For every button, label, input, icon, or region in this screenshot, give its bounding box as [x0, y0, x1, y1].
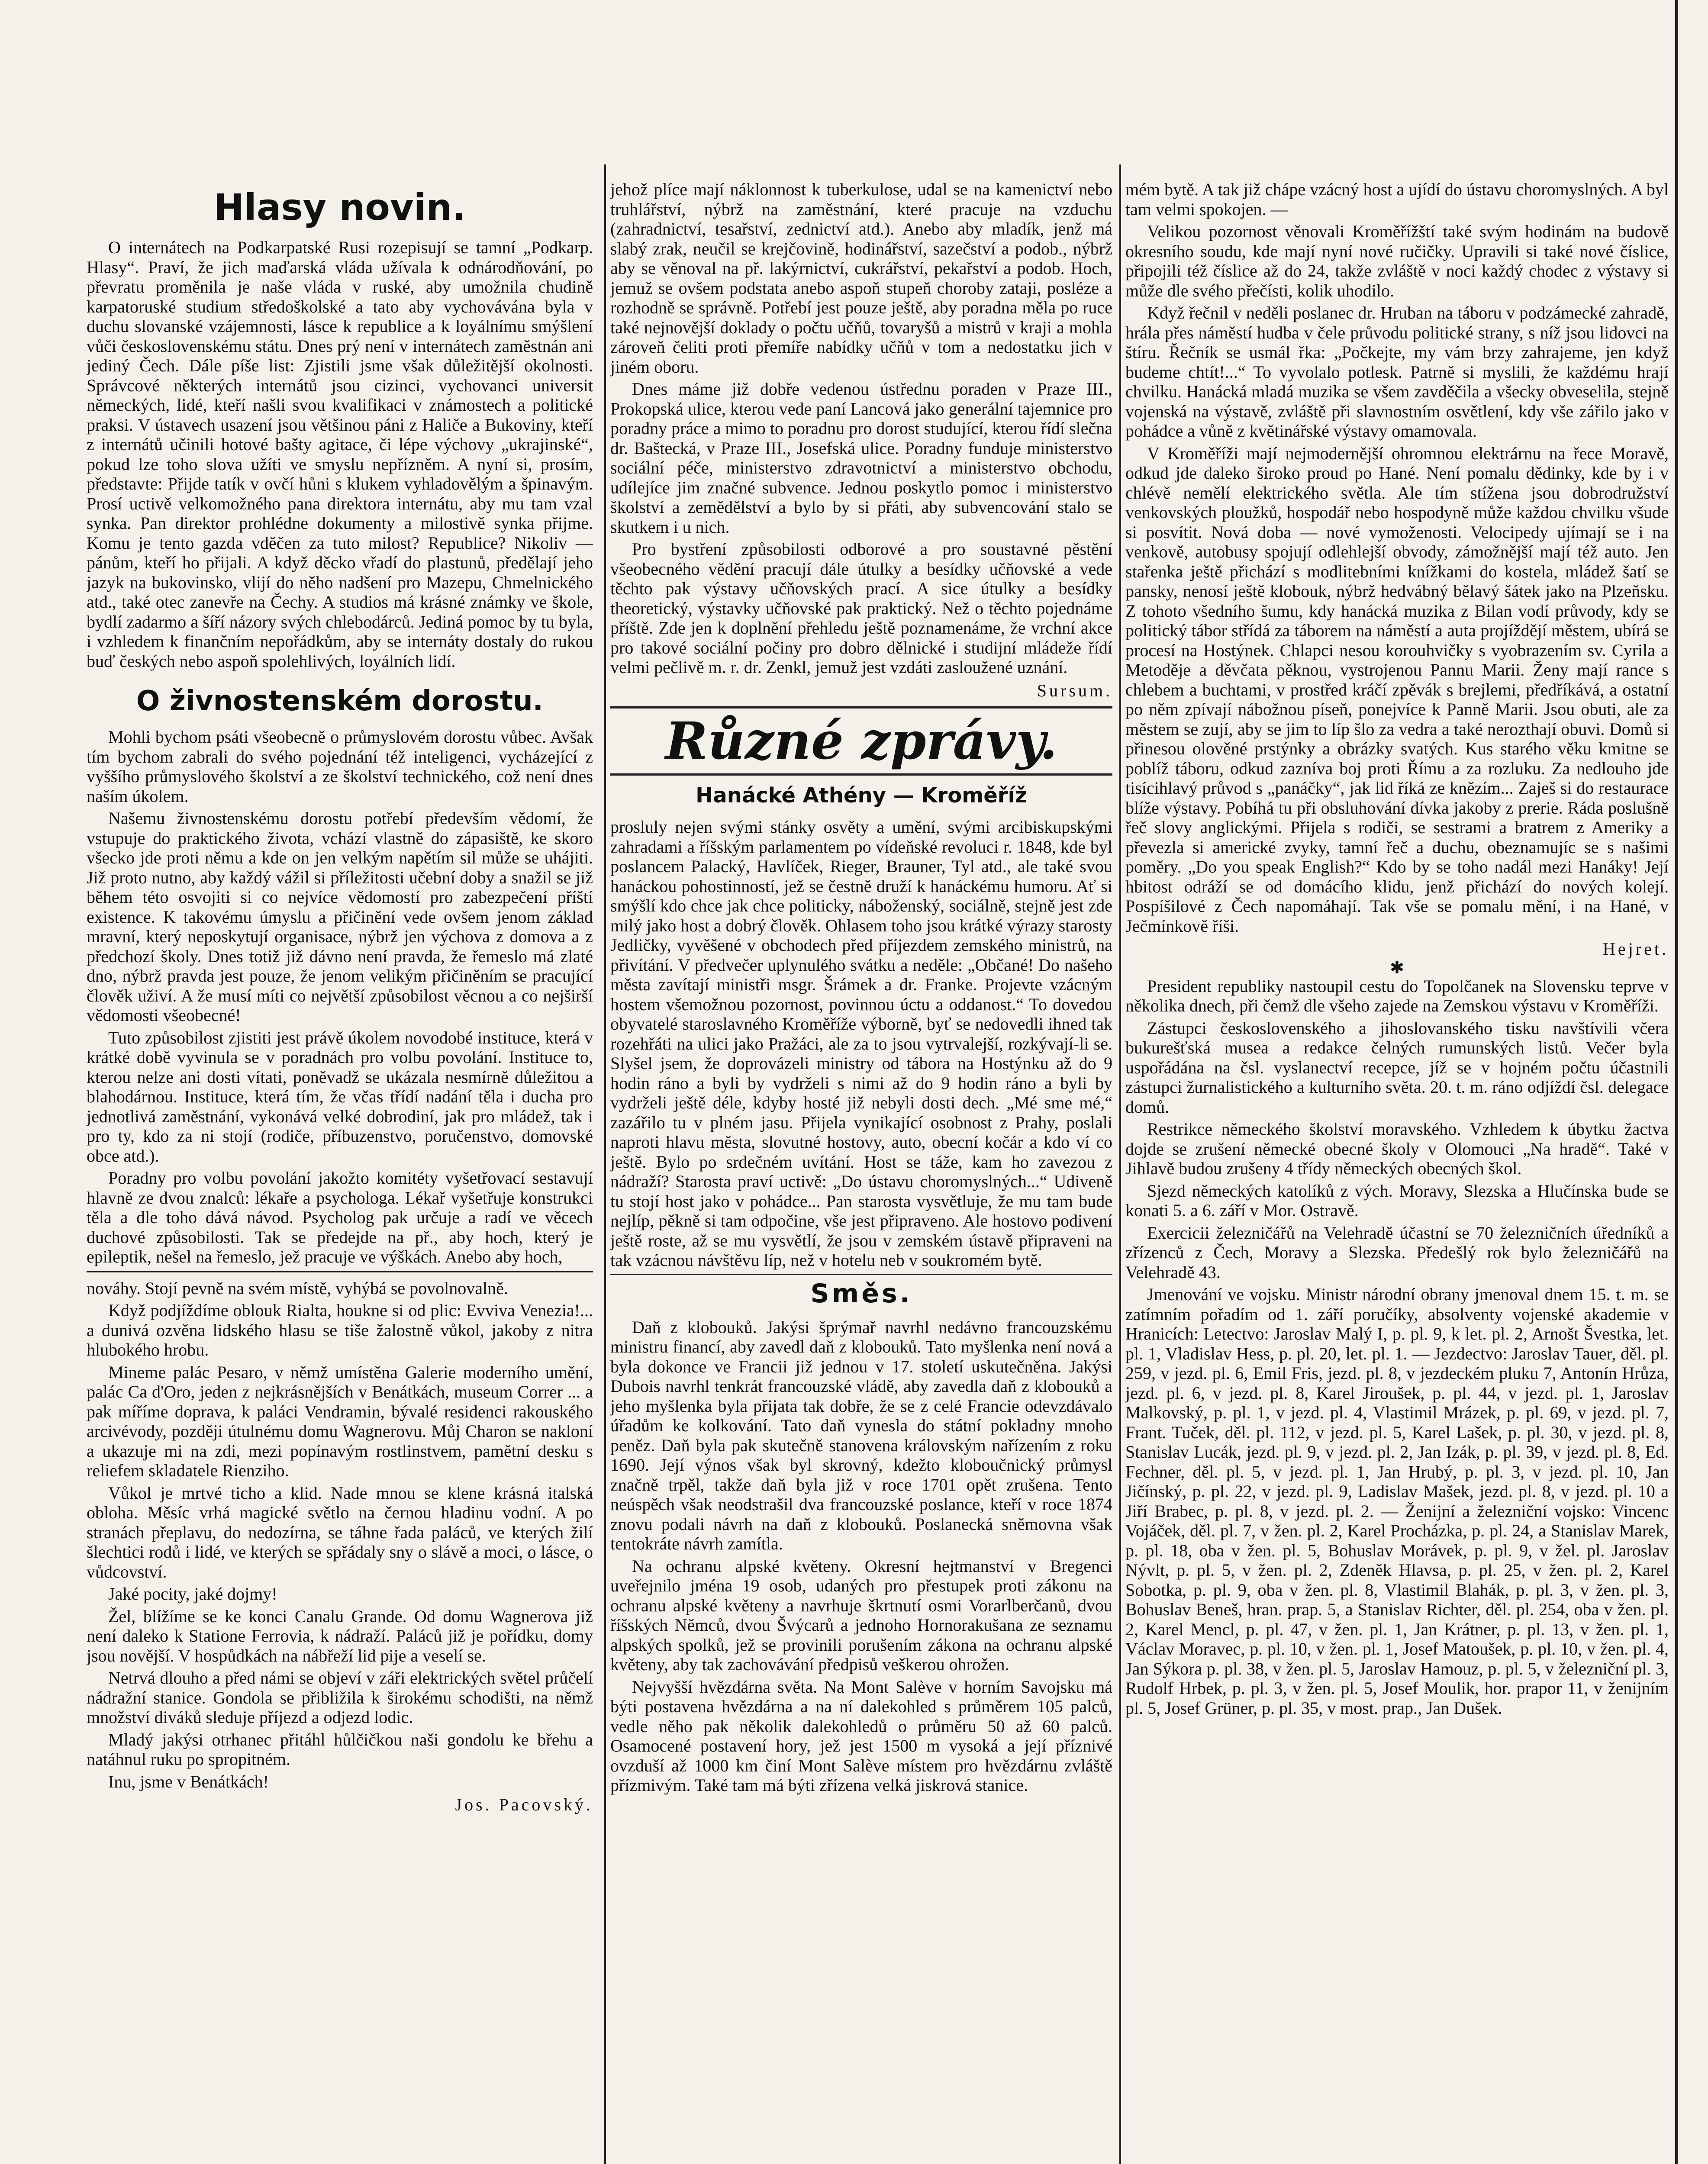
kromeriz-continued-1: mém bytě. A tak již chápe vzácný host a ujídí do ústavu choromyslných. A byl tam velmi spokojen. — [1125, 180, 1669, 219]
venice-paragraph-9: Inu, jsme v Benátkách! [108, 1771, 269, 1791]
smes-hvezdarna: Nejvyšší hvězdárna světa. Na Mont Salève v horním Savojsku má býti postavena hvězdárna a na ní dalekohled s průměrem 105 palců, vedle něho pak několik dalekohledů o průměru 50 až 60 palců. Osamocené postavení hory, jež jest 1500 m vysoká a její příznivé ovzduší až 1000 km činí Mont Salève místem pro hvězdárnu zvláště přízmivým. Také tam má býti zřízena velká jiskrová stanice. [610, 1677, 1112, 1795]
column-1 [87, 180, 593, 2164]
smes-top-rule [610, 1274, 1112, 1275]
hlasy-paragraph: O internátech na Podkarpatské Rusi rozepisují se tamní „Podkarp. Hlasy“. Praví, že jich maďarská vláda užívala k odnárodňování, po převratu proměnila je naše vláda v ruské, aby umožnila chudině karpatoruské studium středoškolské a tato aby vychovávána byla v duchu slovanské vzájemnosti, lásce k republice a k loyálnímu smýšlení vůči československému státu. Dnes prý není v internátech zaměstnán ani jediný Čech. Dále píše list: Zjistili jsme však důležitější okolnosti. Správcové některých internátů jsou cizinci, vychovanci universit německých, lidé, kteří našli svou kvalifikaci v známostech a politické praksi. V ústavech usazení jsou většinou páni z Haliče a Bukoviny, kteří z internátů učinili hotové bašty agitace, či lépe výchovy „ukrajinské“, pokud lze toho slova užíti ve smyslu nepřízněm. A nyní si, prosím, představte: Přijde tatík v ovčí hůni s klukem vyhladovělým a špinavým. Prosí uctivě velkomožného pana direktora internátu, aby mu tam vzal synka. Pan direktor prohlédne dokumenty a milostivě synka přijme. Komu je tento gazda vděčen za tuto milost? Republice? Nikoliv — pánům, kteří ho přijali. A když děcko vřadí do plastunů, předělají jeho jazyk na bukovinsko, vlijí do něho nadšení pro Mazepu, Chmelnického atd., také otec zanevře na Čechy. A studios má krásné známky ve škole, bydlí zadarmo a šíří názory svých chlebodárců. Jediná pomoc by tu byla, i vzhledem k finančním nepořádkům, aby se internáty dostaly do rukou buď českých nebo aspoň spolehlivých, loyálních lidí. [87, 238, 593, 671]
ruzne-top-rule [610, 706, 1112, 708]
venice-paragraph-2: Když podjíždíme oblouk Rialta, houkne si od plic: Evviva Venezia!... a dunivá ozvěna lidského hlasu se tiše žalostně vůkol, jakoby z nitra hlubokého hrobu. [87, 1301, 593, 1359]
venice-paragraph-1: nováhy. Stojí pevně na svém místě, vyhýbá se povolnovalně. [87, 1278, 508, 1298]
venice-paragraph-8: Mladý jakýsi otrhanec přitáhl hůlčičkou naši gondolu ke břehu a natáhnul ruku po spropitném. [87, 1729, 593, 1769]
ruzne-bottom-rule [610, 773, 1112, 776]
venice-paragraph-6: Žel, blížíme se ke konci Canalu Grande. Od domu Wagnerova již není daleko k Statione Ferrovia, k nádraží. Paláců již je pořídku, domy jsou novější. V hospůdkách na nábřeží lid pije a veselí se. [87, 1606, 593, 1665]
venice-paragraph-4: Vůkol je mrtvé ticho a klid. Nade mnou se klene krásná italská obloha. Měsíc vrhá magické světlo na černou hladinu vodní. A po stranách přeplavu, do nedozírna, se táhne řada paláců, ve kterých žilí šlechtici rodů i lidé, ve kterých se spřádaly sny o slávě a moci, o lásce, o vůdcovství. [87, 1483, 593, 1581]
dorost-title: O živnostenském dorostu. [136, 685, 543, 717]
ruzne-zpravy-header: Různé zprávy. [665, 711, 1057, 771]
dorost-paragraph-4: Poradny pro volbu povolání jakožto komitéty vyšetřovací sestavují hlavně ze dvou znalců: lékaře a psychologa. Lékař vyšetřuje konstrukci těla a dle toho dává návod. Psycholog pak určuje a radí ve věcech duchové způsobilosti. Tak se předejde na př., aby hoch, který je epileptik, nešel na řemeslo, jež pracuje ve výškách. Anebo aby hoch, [87, 1168, 593, 1266]
smes-klobouky: Daň z klobouků. Jakýsi šprýmař navrhl nedávno francouzskému ministru financí, aby zavedl daň z klobouků. Tato myšlenka není nová a byla dokonce ve Francii již jednou v 17. století uskutečněna. Jakýsi Dubois navrhl tenkrát francouzské vládě, aby zavedla daň z klobouků a jeho myšlenka byla přijata tak dobře, že se z celé Francie odevzdávalo úřadům ke kolkování. Tato daň vynesla do státní pokladny mnoho peněz. Daň byla pak skutečně stanovena královským nařízením z roku 1690. Její výnos však byl skrovný, kdežto kloboučnický průmysl značně trpěl, takže daň byla již v roce 1701 opět zrušena. Tento neúspěch však neodstrašil dva francouzské poslance, kteří v roce 1874 znovu podali návrh na daň z klobouků. Poslanecká sněmovna však tentokráte návrh zamítla. [610, 1317, 1112, 1553]
column-rule-2 [1119, 164, 1121, 2164]
dorost-continued-1: jehož plíce mají náklonnost k tuberkulose, udal se na kamenictví nebo truhlářství, nýbrž na zaměstnání, které pracuje na vzduchu (zahradnictví, tesařství, zednictví atd.). Anebo aby mladík, jenž má slabý zrak, neučil se krejčovině, hodinářství, sazečství a podob., nýbrž aby se věnoval na př. lakýrnictví, cukrářství, pekařství a podob. Hoch, jemuž se ovšem podstata anebo aspoň stupeň choroby zataji, posléze a rozhodně se správně. Potřebí jest pouze ještě, aby poradna měla po ruce také nejnovější doklady o počtu učňů, tovaryšů a mistrů v kraji a mohla zároveň čeliti proti přemíře nabídky učňů v tom a nedostatku jich v jiném oboru. [610, 180, 1112, 377]
smes-alpska-kvetena: Na ochranu alpské květeny. Okresní hejtmanství v Bregenci uveřejnilo jména 19 osob, udaných pro přestupek proti zákonu na ochranu alpské květeny a navrhuje škrtnutí osmi Vorarlberčanů, dvou říšských Němců, dvou Švýcarů a jednoho Hornorakušana ze seznamu alpských spolků, jež se provinili porušením zákona na ochranu alpské květeny, aby tak zachovávání předpisů veškerou ohrožen. [610, 1556, 1112, 1674]
venice-paragraph-3: Mineme palác Pesaro, v němž umístěna Galerie moderního umění, palác Ca d'Oro, jeden z nejkrásnějších v Benátkách, museum Correr ... a pak míříme doprava, k paláci Vendramin, bývalé residenci rakouského arcivévody, později útulnému domu Wagnerovu. Můj Charon se nakloní a ukazuje mi na zdi, mezi popínavým rostlinstvem, pamětní desku s reliefem skladatele Rienziho. [87, 1362, 593, 1480]
dorost-paragraph-1: Mohli bychom psáti všeobecně o průmyslovém dorostu vůbec. Avšak tím bychom zabrali do svého pojednání též inteligenci, vycházející z vyššího průmyslového školství a ze školství technického, což není dnes naším úkolem. [87, 727, 593, 806]
news-jmenovani-vojsko: Jmenování ve vojsku. Ministr národní obrany jmenoval dnem 15. t. m. se zatímním pořadím od 1. září poručíky, absolventy vojenské akademie v Hranicích: Letectvo: Jaroslav Malý I, p. pl. 9, k let. pl. 2, Arnošt Švestka, let. pl. 1, Vladislav Hess, p. pl. 20, let. pl. 1. — Jezdectvo: Jaroslav Tauer, děl. pl. 259, v jezd. pl. 6, Emil Fris, jezd. pl. 8, v jezdeckém pluku 7, Antonín Hrůza, jezd. pl. 6, v jezd. pl. 8, Karel Jiroušek, p. pl. 44, v jezd. pl. 1, Jaroslav Malkovský, p. pl. 1, v jezd. pl. 4, Vlastimil Mrázek, p. pl. 69, v jezd. pl. 7, Frant. Tuček, děl. pl. 112, v jezd. pl. 5, Karel Lašek, p. pl. 30, v jezd. pl. 8, Stanislav Lucák, jezd. pl. 9, v jezd. pl. 2, Jan Izák, p. pl. 39, v jezd. pl. 8, Ed. Fechner, děl. pl. 5, v jezd. pl. 1, Jan Hrubý, p. pl. 3, v jezd. pl. 10, Jan Jičínský, p. pl. 22, v jezd. pl. 9, Ladislav Mašek, jezd. pl. 8, v jezd. pl. 10 a Jiří Brabec, p. pl. 8, v jezd. pl. 2. — Ženijní a železniční vojsko: Vincenc Vojáček, děl. pl. 7, v žen. pl. 2, Karel Procházka, p. pl. 24, a Stanislav Marek, p. pl. 18, oba v žen. pl. 5, Bohuslav Morávek, p. pl. 9, v žel. pl. Jaroslav Nývlt, p. pl. 5, v žen. pl. 2, Zdeněk Hlavsa, p. pl. 25, v žen. pl. 2, Karel Sobotka, p. pl. 9, oba v žen. pl. 8, Vlastimil Blahák, p. pl. 3, v žen. pl. 3, Bohuslav Beneš, hran. prap. 5, a Stanislav Richter, děl. pl. 254, oba v žen. pl. 2, Karel Mencl, p. pl. 47, v žen. pl. 1, Jan Krátner, p. pl. 13, v žen. pl. 1, Václav Moravec, p. pl. 10, v žen. pl. 1, Josef Matoušek, p. pl. 10, v žen. pl. 4, Jan Sýkora p. pl. 38, v žen. pl. 5, Jaroslav Hamouz, p. pl. 5, v železniční pl. 3, Rudolf Hrbek, p. pl. 3, v žen. pl. 5, Josef Moulik, hor. prapor 11, v ženijním pl. 5, Josef Grüner, p. pl. 35, v most. prap., Jan Dušek. [1125, 1285, 1669, 1718]
venice-paragraph-5: Jaké pocity, jaké dojmy! [108, 1584, 277, 1604]
column-2 [610, 180, 1112, 2164]
hejret-signature: Hejret. [1603, 939, 1669, 959]
hanacke-paragraph: prosluly nejen svými stánky osvěty a umění, svými arcibiskupskými zahradami a říšským parlamentem po vídeňské revoluci r. 1848, kde byl poslancem Palacký, Havlíček, Rieger, Brauner, Tyl atd., ale také svou hanáckou pohostinností, jež se čestně druží k hanáckému humoru. Ať si smýšlí kdo chce jak chce politicky, náboženský, sociálně, stejně jest zde milý jako host a dobrý člověk. Ohlasem toho jsou krátké výrazy starosty Jedličky, vyvěšené v obchodech před příjezdem zemského ministrů, na přivítání. V předvečer uplynulého svátku a neděle: „Občané! Do našeho města zavítají ministři msgr. Šrámek a dr. Franke. Projevte vzácným hostem všemožnou pozornost, povinnou úctu a oddanost.“ To dovedou obyvatelé staroslavného Kroměříže výborně, byť se nedovedli ihned tak rozehřáti na ulici jako Pražáci, ale za to jsou vytrvalejší, rozkývají-li se. Slyšel jsem, že doprovázeli ministry od tábora na Hostýnku až do 9 hodin ráno a byli by vydrželi s nimi až do 9 hodin ráno a byli by vydrželi ještě déle, kdyby hosté již nebyli dosti dech. „Mé sme mé,“ zazářilo tu v plném jasu. Přijela vynikající osobnost z Prahy, poslali naproti hlavu města, slovutné hostovy, auto, obecní kočár a kdo ví co ještě. Bylo po srdečném uvítání. Host se táže, kam ho zavezou z nádraží? Starosta praví uctivě: „Do ústavu choromyslných...“ Udiveně tu stojí host jako v pohádce... Pan starosta vysvětluje, že mu tam bude nejlíp, pěkně si tam odpočine, vše jest připraveno. Ale hostovo podivení ještě roste, až se mu vysvětlí, že jsou v zemském ústavě připraveni na tak vzácnou návštěvu líp, než v hotelu neb v soukromém bytě. [610, 817, 1112, 1270]
venice-signature: Jos. Pacovský. [455, 1795, 593, 1814]
kromeriz-continued-4: V Kroměříži mají nejmodernější ohromnou elektrárnu na řece Moravě, odkud jde daleko široko proud po Hané. Není pomalu dědinky, kde by i v chlévě nemělí elektrického světla. Ale tím stížena jsou dobrodružství venkovských ploužků, hospodář nebo hospodyně může každou chvilku všude si posvítit. Nová doba — nové vymoženosti. Velocipedy ujímají se i na venkově, autobusy spojují odlehlejší obvody, zámožnější mají též auto. Jen stařenka ještě přichází s modlitebními knížkami do kostela, mládež šatí se pansky, nenosí ještě klobouk, nýbrž hedvábný bělavý šátek jako na Plzeňsku. Z tohoto všedního šumu, kdy hanácká muzika z Bilan vodí průvody, kdy se politický tábor střídá za táborem na náměstí a auta projíždějí městem, ubírá se procesí na Hostýnek. Chlapci nesou korouhvičky s vyobrazením sv. Cyrila a Metoděje a děvčata pěknou, vystrojenou Pannu Marii. Ženy mají rance s chlebem a buchtami, v prostřed kráčí zpěvák s brejlemi, předříkává, a ostatní po něm zpívají nábožnou píseň, ponejvíce k Panně Marii. Jsou obuti, ale za městem se zují, aby se jim to líp šlo za vedra a také nerozthají obuvi. Domů si přinesou olověné prstýnky a obrázky svatých. Kus starého věku kmitne se poblíž táboru, odkud zazníva boj proti Římu a za rozluku. Za nedlouho jde tisícihlavý průvod s „panáčky“, jak lid říká ze knězím... Zaješ si do restaurace blíže výstavy. Pobíhá tu při obsluhování dívka jakoby z prerie. Ráda poslušně řeč slovy anglickými. Přijela s rodiči, se sestrami a bratrem z Ameriky a převezla si americké zvyky, tamní řeč a duchu, obeznamujíc se s našimi poměry. „Do you speak English?“ Kdo by se toho nadál mezi Hanáky! Její hbitost odráží se od domácího klidu, jenž přichází do nových kolejí. Pospíšilové z Čech napomáhají. Tak vše se pomalu mění, i na Hané, v Ječmínkově říši. [1125, 443, 1669, 936]
sursum-signature: Sursum. [1037, 680, 1112, 700]
dorost-continued-2: Dnes máme již dobře vedenou ústřednu poraden v Praze III., Prokopská ulice, kterou vede paní Lancová jako generální tajemnice pro poradny práce a mimo to poradnu pro dorost studující, kterou řídí slečna dr. Baštecká, v Praze III., Josefská ulice. Poradny funduje ministerstvo sociální péče, ministerstvo zdravotnictví a ministerstvo obchodu, udílejíce jim značné subvence. Jednou poskytlo pomoc i ministerstvo školství a zemědělství a bylo by si přáti, aby subvencování stalo se skutkem i u nich. [610, 379, 1112, 537]
column-rule-1 [604, 164, 606, 2164]
page-edge-rule [1675, 0, 1678, 2164]
news-exercicie: Exercicii železničářů na Velehradě účastní se 70 železničních úředníků a zřízenců z Čech, Moravy a Slezska. Předešlý rok bylo železničářů na Velehradě 43. [1125, 1223, 1669, 1282]
column-3 [1125, 180, 1669, 2164]
dorost-paragraph-2: Našemu živnostenskému dorostu potřebí především vědomí, že vstupuje do praktického života, vchází vlastně do zápasiště, ke skoro všecko jde proti němu a kde on jen velkým napětím sil může se uhájiti. Již proto nutno, aby každý vážil si příležitosti učební doby a snažil se již během této osvojiti si co nejvíce vědomostí pro zabezpečení příští existence. K takovému úmyslu a přičinění vede ovšem jenom základ mravní, který neposkytují organisace, nýbrž jen výchova z domova a z předchozí školy. Dnes totiž již dávno není pravda, že řemeslo má zlaté dno, nýbrž pravda jest pouze, že jenom velikým přičiněním se pracující člověk uživí. A že musí míti co největší způsobilost věcnou a co nejširší vědomosti všeobecné! [87, 808, 593, 1025]
news-restrikce-skolstvi: Restrikce německého školství moravského. Vzhledem k úbytku žactva dojde se zrušení německé obecné školy v Olomouci „Na hradě“. Také v Jihlavě budou zrušeny 4 třídy německých obecných škol. [1125, 1119, 1669, 1178]
venice-paragraph-7: Netrvá dlouho a před námi se objeví v záři elektrických světel průčelí nádražní stanice. Gondola se přibližila k širokému schodišti, na němž množství diváků sleduje příjezd a odjezd lodic. [87, 1668, 593, 1727]
news-president: President republiky nastoupil cestu do Topolčanek na Slovensku teprve v několika dnech, při čemž dle všeho zajede na Zemskou výstavu v Kroměříži. [1125, 976, 1669, 1015]
news-sjezd-katoliku: Sjezd německých katolíků z vých. Moravy, Slezska a Hlučínska bude se konati 5. a 6. září v Mor. Ostravě. [1125, 1181, 1669, 1220]
kromeriz-continued-3: Když řečnil v neděli poslanec dr. Hruban na táboru v podzámecké zahradě, hrála přes náměstí hudba v čele průvodu politické strany, s níž jsou lidovci na štíru. Řečník se usmál řka: „Počkejte, my vám brzy zahrajeme, jen když budeme chtít!...“ To vyvolalo potlesk. Patrně si myslili, že každému hrají chvilku. Hanácká mladá muzika se všem zavděčila a všecky obveselila, stejně vojenská na výstavě, zvláště při slavnostním osvětlení, kdy vše zářilo jako v pohádce a vůně z květinářské výstavy omamovala. [1125, 303, 1669, 441]
news-zastupci-tisku: Zástupci československého a jihoslovanského tisku navštívili včera bukurešťská musea a redakce čelných rumunských listů. Večer byla uspořádána na čsl. vyslanectví recepce, jíž se v hojném počtu účastnili zástupci žurnalistického a kulturního světa. 20. t. m. ráno odjíždí čsl. delegace domů. [1125, 1018, 1669, 1117]
smes-title: Směs. [810, 1278, 912, 1309]
hanacke-athena-title: Hanácké Athény — Kroměříž [696, 783, 1027, 808]
column-1-divider [87, 1271, 593, 1272]
dorost-continued-3: Pro bystření způsobilosti odborové a pro soustavné pěstění všeobecného vědění pracují dále útulky a besídky učňovské a vede těchto pak výstavy učňovských prací. A sice útulky a besídky theoretický, výstavky učňovské pak praktický. Než o těchto pojednáme příště. Zde jen k doplnění přehledu ještě poznamenáme, že vrchní akce pro takové sociální počiny pro dobro dělnické i studijní mládeže řídí velmi pečlivě m. r. dr. Zenkl, jemuž jest vzdáti zasloužené uznání. [610, 539, 1112, 677]
hlasy-novin-title: Hlasy novin. [213, 186, 466, 229]
dorost-paragraph-3: Tuto způsobilost zjistiti jest právě úkolem novodobé instituce, která v krátké době vyvinula se v poradnách pro volbu povolání. Instituce to, kterou nelze ani dosti vítati, poněvadž se ukázala nesmírně důležitou a blahodárnou. Instituce, která tím, že včas třídí nadání těla i ducha pro jednotlivá zaměstnání, vykonává velké dobrodiní, jak pro mládež, tak i pro ty, kdo za ni stojí (rodiče, příbuzenstvo, poručenstvo, domovské obce atd.). [87, 1027, 593, 1166]
asterisk-divider: ✱ [1389, 957, 1405, 977]
kromeriz-continued-2: Velikou pozornost věnovali Kroměřížští také svým hodinám na budově okresního soudu, kde mají nyní nové ručičky. Upravili si také nové číslice, připojili též číslice až do 24, takže zvláště v noci každý chodec z výstavy si může dle svého přečísti, kolik uhodilo. [1125, 222, 1669, 300]
